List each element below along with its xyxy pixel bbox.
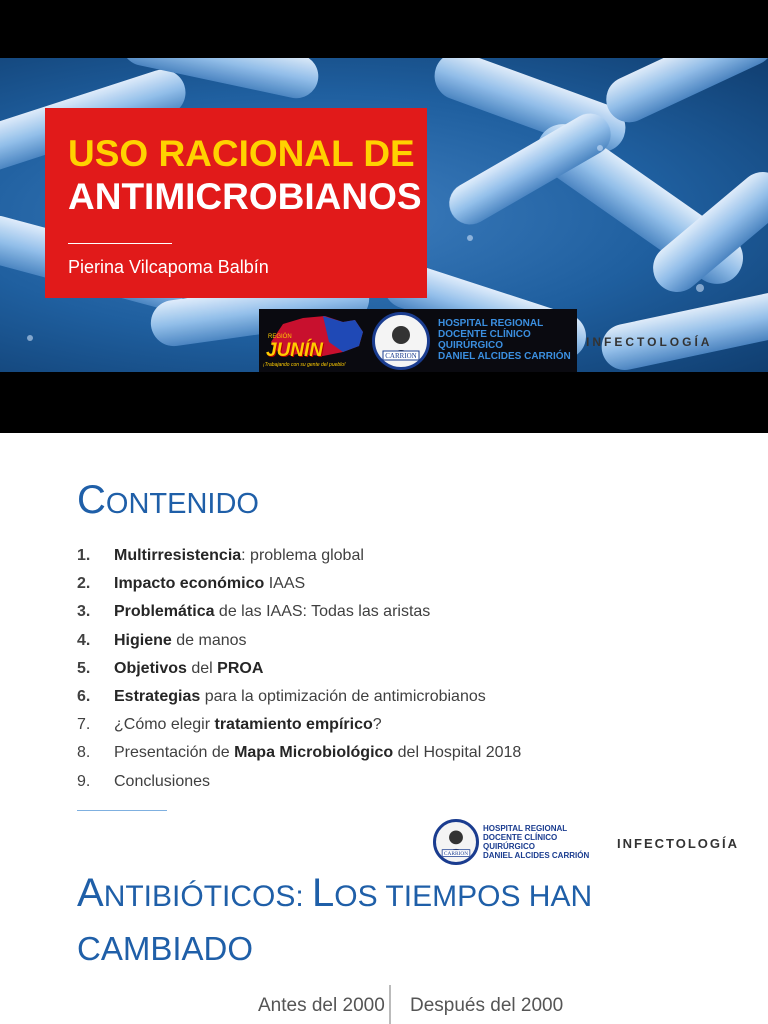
list-item: 3. Problemática de las IAAS: Todas las aristas: [77, 603, 431, 621]
department-label: INFECTOLOGÍA: [617, 836, 739, 851]
contents-list: [77, 547, 521, 801]
antibiotics-title: ANTIBIÓTICOS: LOS TIEMPOS HAN CAMBIADO: [77, 871, 593, 967]
junin-wordmark: JUNÍN: [266, 340, 324, 361]
contents-divider: [77, 810, 167, 811]
list-item: 4. Higiene de manos: [77, 631, 247, 649]
junin-motto: ¡Trabajando con su gente del pueblo!: [263, 362, 346, 368]
hospital-name: HOSPITAL REGIONAL DOCENTE CLÍNICO QUIRÚRGICO DANIEL ALCIDES CARRIÓN: [438, 318, 571, 362]
list-item: 6. Estrategias para la optimización de antimicrobianos: [77, 687, 486, 705]
contents-title: CONTENIDO: [77, 478, 259, 522]
after-2000-label: Después del 2000: [410, 995, 564, 1016]
list-item: 8. Presentación de Mapa Microbiológico del Hospital 2018: [77, 744, 522, 762]
slide-title-line1: USO RACIONAL DE: [68, 133, 415, 174]
list-item: 1. Multirresistencia: problema global: [77, 547, 364, 564]
list-item: 2. Impacto económico IAAS: [77, 575, 306, 593]
list-item: 5. Objetivos del PROA: [77, 659, 264, 677]
title-divider: [68, 243, 172, 244]
department-label: INFECTOLOGÍA: [586, 335, 713, 349]
list-item: 9. Conclusiones: [77, 772, 211, 790]
svg-text:CARRION: CARRION: [443, 851, 469, 858]
slide-title-line2: ANTIMICROBIANOS: [68, 176, 422, 217]
before-2000-label: Antes del 2000: [258, 995, 385, 1016]
svg-text:CARRION: CARRION: [385, 352, 417, 360]
column-divider: [389, 985, 391, 1024]
hospital-seal-logo: [372, 312, 430, 370]
author-name: Pierina Vilcapoma Balbín: [68, 257, 269, 277]
hospital-name: HOSPITAL REGIONAL DOCENTE CLÍNICO QUIRÚRGICO DANIEL ALCIDES CARRIÓN: [483, 824, 590, 860]
hospital-seal-logo: [433, 819, 479, 865]
junin-region-label: REGIÓN: [268, 334, 292, 340]
title-slide: [0, 0, 768, 433]
list-item: 7. ¿Cómo elegir tratamiento empírico?: [77, 716, 382, 734]
